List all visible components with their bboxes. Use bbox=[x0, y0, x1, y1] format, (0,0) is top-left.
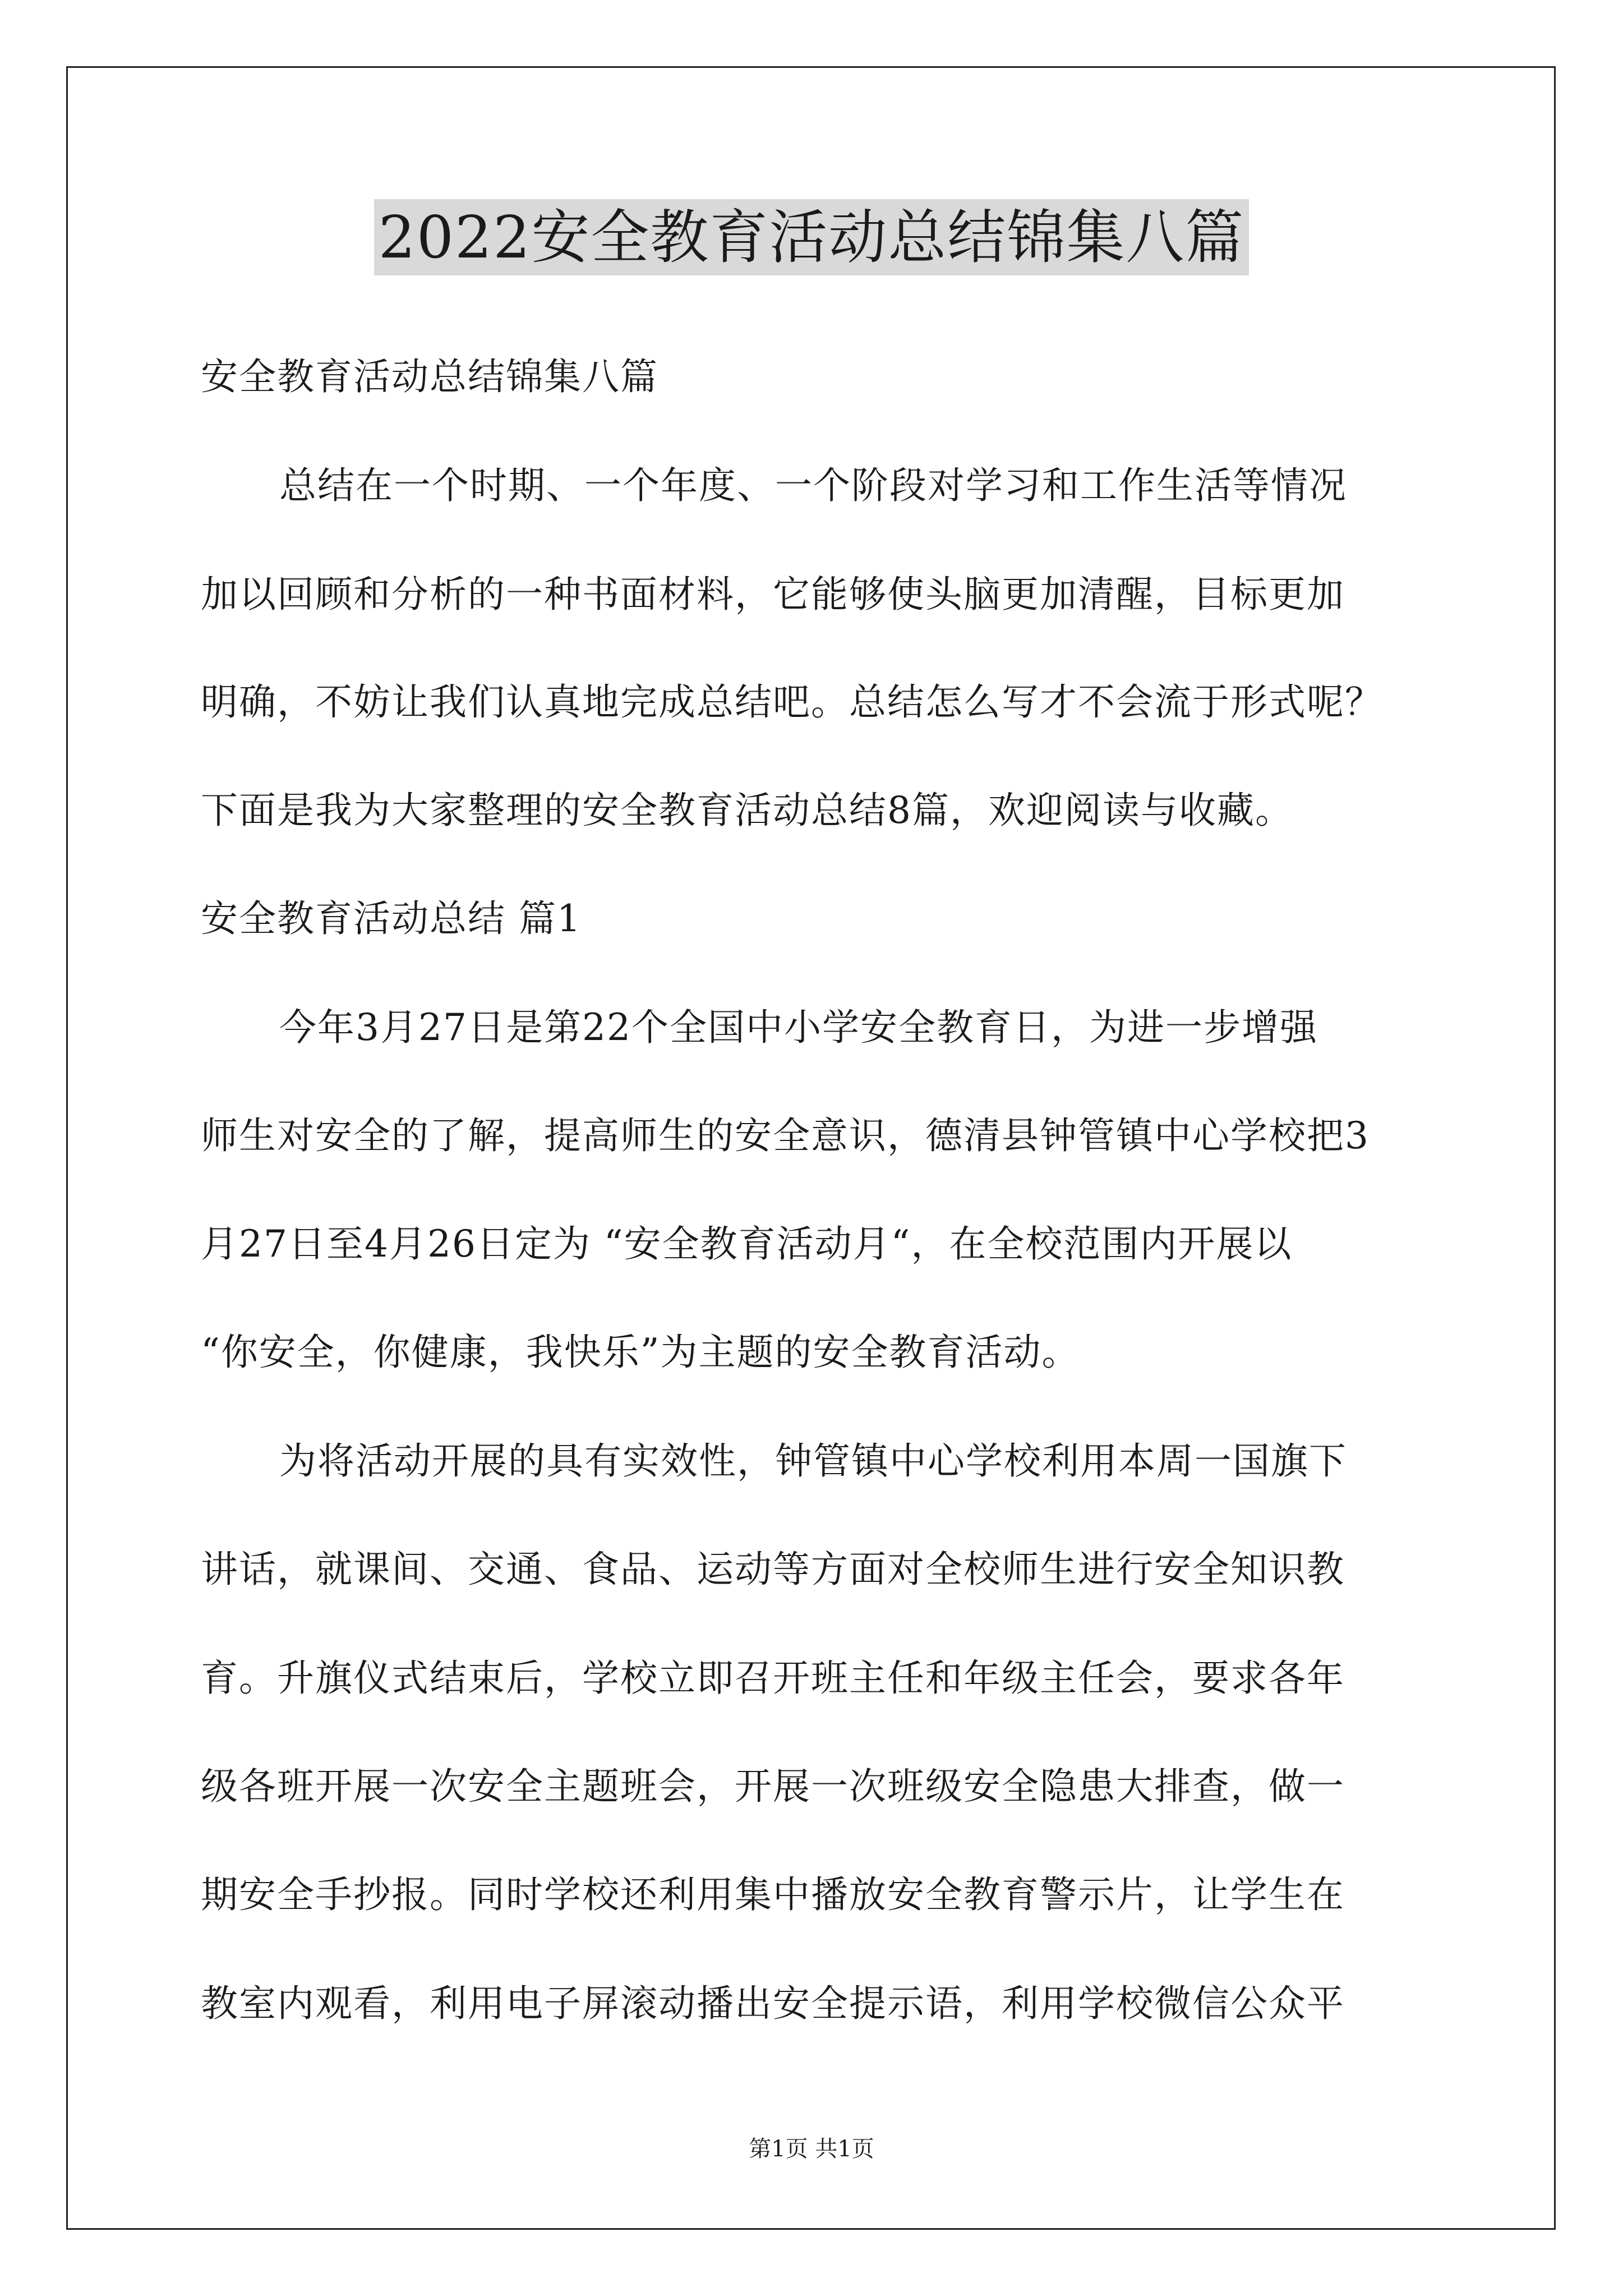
paragraph-line: 师生对安全的了解，提高师生的安全意识，德清县钟管镇中心学校把3 bbox=[201, 1114, 1370, 1157]
document-title: 2022安全教育活动总结锦集八篇 bbox=[374, 199, 1249, 275]
section-heading: 安全教育活动总结 篇1 bbox=[201, 897, 582, 940]
paragraph-line: 讲话，就课间、交通、食品、运动等方面对全校师生进行安全知识教 bbox=[201, 1548, 1345, 1591]
paragraph-line: “你安全，你健康，我快乐”为主题的安全教育活动。 bbox=[201, 1331, 1080, 1374]
paragraph-line: 总结在一个时期、一个年度、一个阶段对学习和工作生活等情况 bbox=[279, 464, 1347, 507]
document-subtitle: 安全教育活动总结锦集八篇 bbox=[201, 355, 658, 398]
paragraph-line: 育。升旗仪式结束后，学校立即召开班主任和年级主任会，要求各年 bbox=[201, 1657, 1345, 1700]
page-footer: 第1页 共1页 bbox=[749, 2136, 874, 2162]
paragraph-line: 教室内观看，利用电子屏滚动播出安全提示语，利用学校微信公众平 bbox=[201, 1982, 1345, 2025]
paragraph-line: 下面是我为大家整理的安全教育活动总结8篇，欢迎阅读与收藏。 bbox=[201, 789, 1293, 832]
title-container bbox=[0, 199, 1623, 275]
paragraph-line: 期安全手抄报。同时学校还利用集中播放安全教育警示片，让学生在 bbox=[201, 1873, 1345, 1916]
paragraph-line: 明确，不妨让我们认真地完成总结吧。总结怎么写才不会流于形式呢？ bbox=[201, 680, 1383, 724]
paragraph-line: 加以回顾和分析的一种书面材料，它能够使头脑更加清醒，目标更加 bbox=[201, 573, 1345, 616]
paragraph-line: 月27日至4月26日定为 “安全教育活动月“，在全校范围内开展以 bbox=[201, 1222, 1293, 1266]
paragraph-line: 今年3月27日是第22个全国中小学安全教育日，为进一步增强 bbox=[279, 1006, 1318, 1049]
paragraph-line: 为将活动开展的具有实效性，钟管镇中心学校利用本周一国旗下 bbox=[279, 1439, 1347, 1483]
paragraph-line: 级各班开展一次安全主题班会，开展一次班级安全隐患大排查，做一 bbox=[201, 1765, 1345, 1808]
